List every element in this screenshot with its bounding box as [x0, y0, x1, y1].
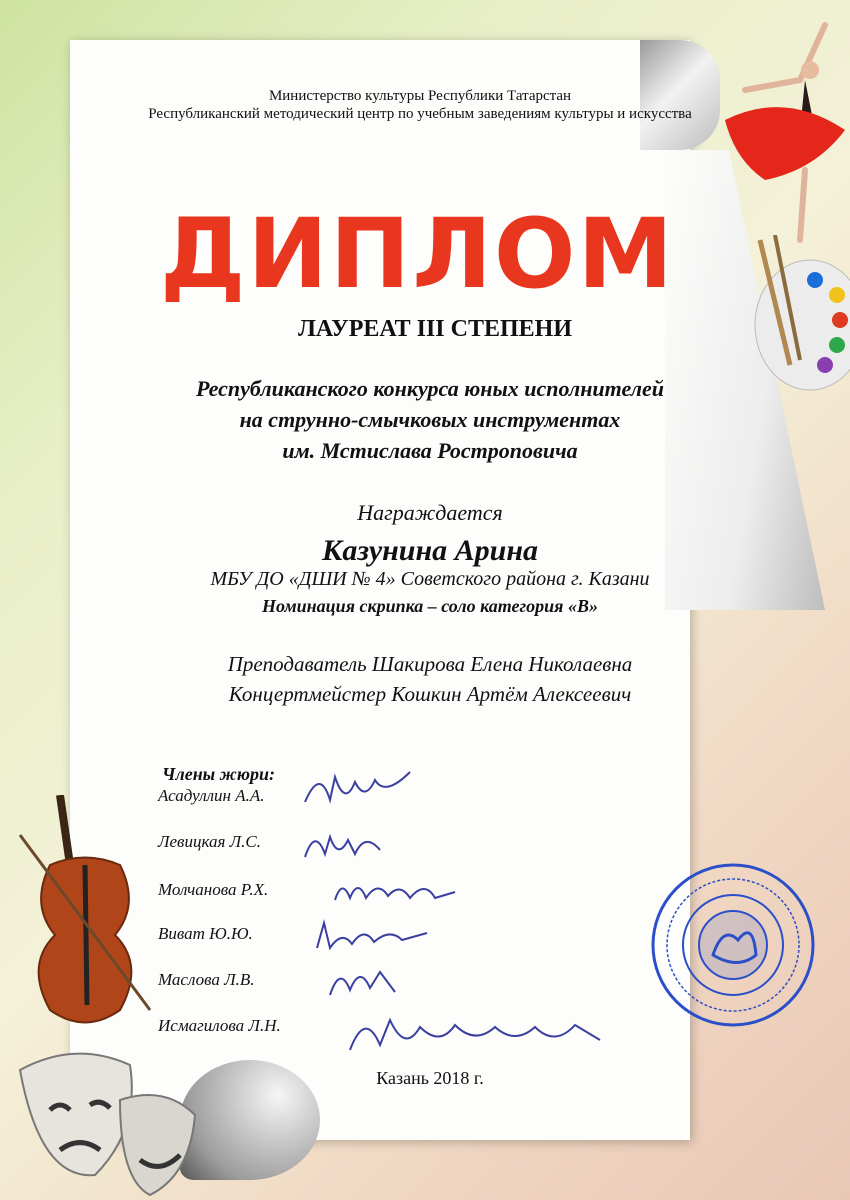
jury-member: Молчанова Р.Х. [158, 880, 269, 899]
jury-member: Исмагилова Л.Н. [158, 1016, 281, 1035]
signature [312, 918, 432, 954]
nomination: Номинация скрипка – соло категория «В» [262, 596, 598, 616]
paint-palette-illustration [745, 235, 850, 395]
jury-member: Левицкая Л.С. [158, 832, 261, 851]
laureate-degree: ЛАУРЕАТ III СТЕПЕНИ [298, 316, 572, 342]
recipient-name: Казунина Арина [321, 534, 538, 567]
signature [330, 870, 460, 910]
jury-heading: Члены жюри: [162, 764, 275, 784]
jury-member: Асадуллин А.А. [158, 786, 265, 805]
contest-line-3: им. Мстислава Ростроповича [282, 438, 578, 463]
teacher-name: Преподаватель Шакирова Елена Николаевна [227, 652, 633, 676]
school-name: МБУ ДО «ДШИ № 4» Советского района г. Казани [210, 568, 650, 590]
theatre-masks-illustration [0, 1040, 200, 1200]
city-year: Казань 2018 г. [376, 1068, 484, 1088]
jury-member: Виват Ю.Ю. [158, 924, 253, 943]
contest-line-2: на струнно-смычковых инструментах [239, 407, 621, 432]
jury-member: Маслова Л.В. [158, 970, 255, 989]
official-stamp [648, 860, 818, 1030]
diploma-title: ДИПЛОМ [160, 198, 676, 310]
violin-illustration [15, 795, 155, 1035]
signature [300, 762, 420, 812]
accompanist-name: Концертмейстер Кошкин Артём Алексеевич [228, 682, 632, 706]
signature [325, 960, 405, 1000]
signature [345, 1005, 605, 1060]
signature [300, 822, 390, 862]
ballerina-illustration [705, 20, 850, 250]
awarded-label: Награждается [357, 500, 503, 525]
methodical-center-name: Республиканский методический центр по учебным заведениям культуры и искусства [148, 106, 692, 122]
ministry-name: Министерство культуры Республики Татарстан [268, 88, 572, 104]
contest-line-1: Республиканского конкурса юных исполнителей [196, 376, 664, 401]
